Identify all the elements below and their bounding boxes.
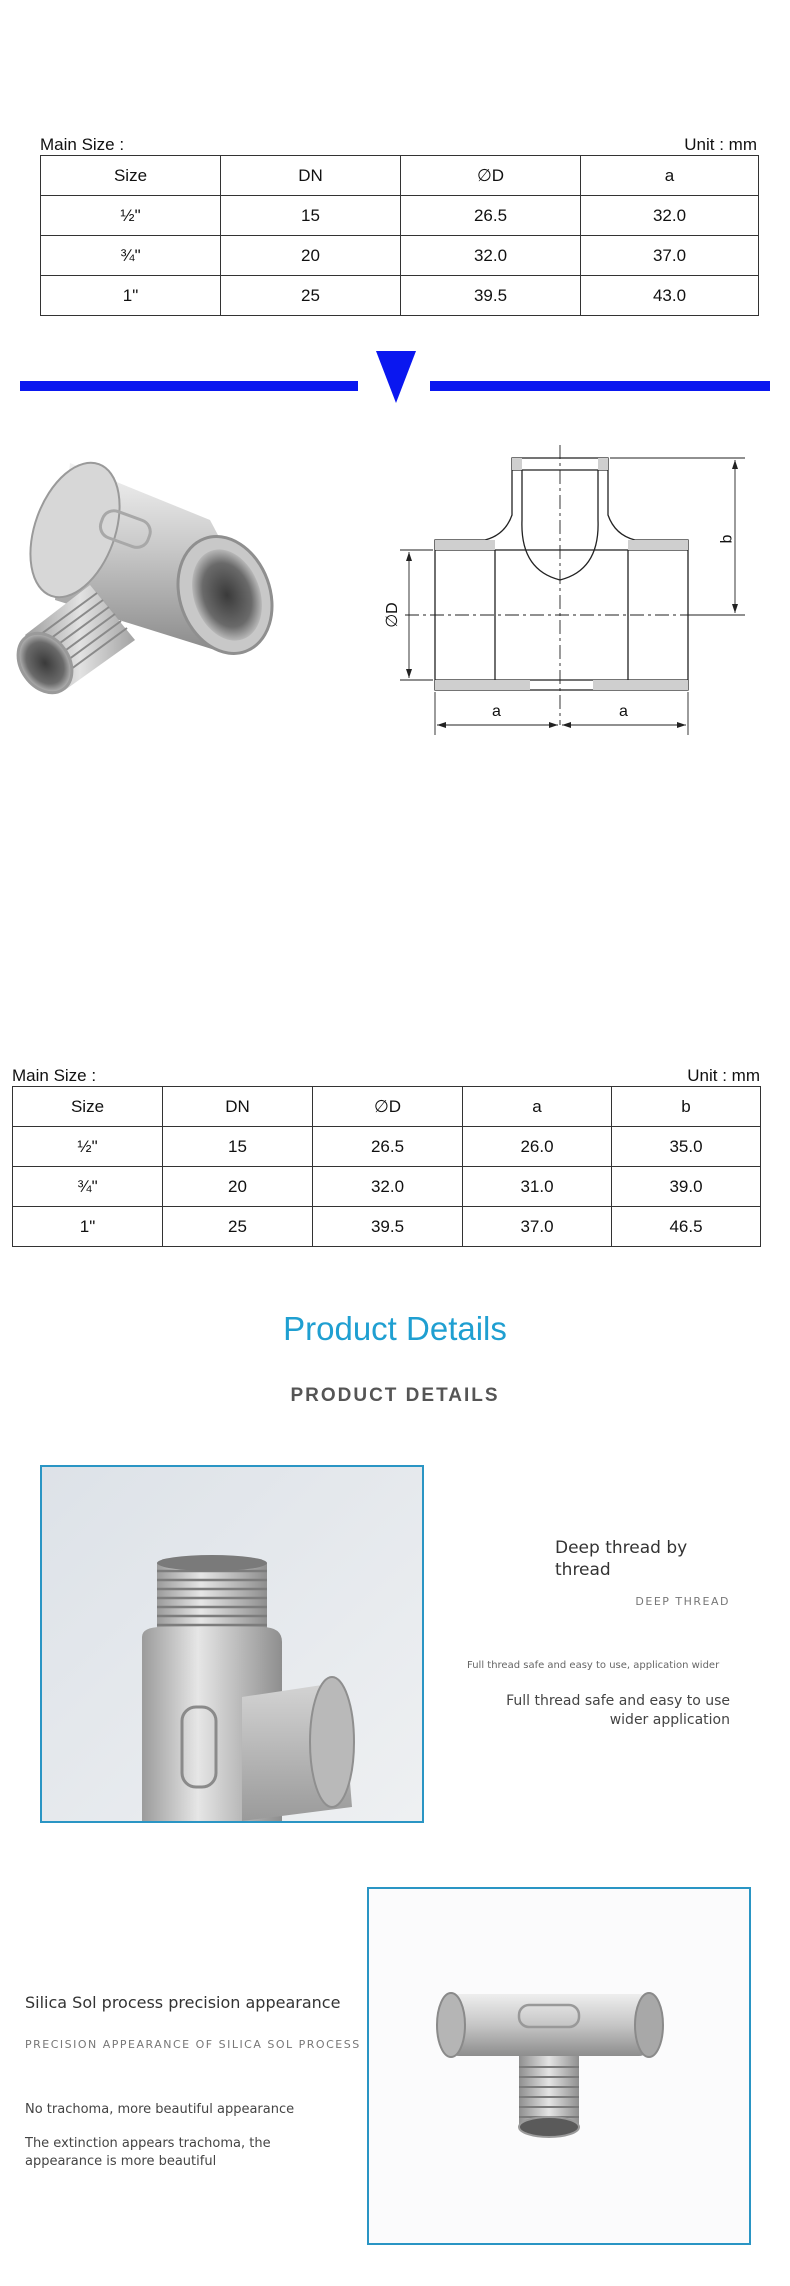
table-cell: 25 — [163, 1207, 313, 1247]
drawing-label-d: ∅D — [383, 602, 401, 628]
feature2-sub-caps: PRECISION APPEARANCE OF SILICA SOL PROCESS — [25, 2038, 361, 2051]
feature1-sub-caps: DEEP THREAD — [635, 1595, 730, 1608]
table2-unit-label: Unit : mm — [687, 1066, 760, 1085]
table2-header-cell: DN — [163, 1087, 313, 1127]
technical-drawing — [385, 440, 765, 740]
table1-header-cell: a — [581, 156, 759, 196]
divider-left-bar — [20, 381, 358, 391]
table-cell: 39.5 — [401, 276, 581, 316]
feature1-small-line: Full thread safe and easy to use, application wider — [467, 1660, 720, 1671]
feature1-heading: Deep thread by thread — [555, 1538, 688, 1580]
table2 — [12, 1086, 761, 1247]
table2-header-cell: Size — [13, 1087, 163, 1127]
table-cell: 46.5 — [612, 1207, 761, 1247]
table-cell: 15 — [163, 1127, 313, 1167]
table-row — [41, 276, 759, 316]
table1-unit-label: Unit : mm — [684, 135, 757, 154]
feature2-photo-frame — [367, 1887, 751, 2245]
table2-main-size-label: Main Size : — [12, 1066, 97, 1085]
table-cell: 35.0 — [612, 1127, 761, 1167]
feature2-heading: Silica Sol process precision appearance — [25, 1993, 341, 2012]
product-photo-tee — [15, 435, 355, 735]
table-row — [13, 1207, 761, 1247]
feature2-line1: No trachoma, more beautiful appearance — [25, 2102, 295, 2117]
table-cell: 31.0 — [463, 1167, 612, 1207]
down-arrow-icon — [376, 351, 416, 403]
table-cell: 15 — [221, 196, 401, 236]
table-cell: ½" — [13, 1127, 163, 1167]
table-cell: ¾" — [13, 1167, 163, 1207]
table1-main-size-label: Main Size : — [40, 135, 125, 154]
table-cell: 20 — [163, 1167, 313, 1207]
drawing-label-a-right: a — [619, 703, 628, 720]
table1-header-cell: Size — [41, 156, 221, 196]
table-row — [41, 196, 759, 236]
table2-header-cell: ∅D — [313, 1087, 463, 1127]
table-cell: 26.0 — [463, 1127, 612, 1167]
table-cell: 37.0 — [463, 1207, 612, 1247]
table-row — [41, 236, 759, 276]
table-cell: 32.0 — [581, 196, 759, 236]
product-details-subtitle: PRODUCT DETAILS — [290, 1385, 500, 1406]
table1-header-cell: DN — [221, 156, 401, 196]
table1 — [40, 155, 759, 316]
drawing-label-a-left: a — [492, 703, 501, 720]
table-cell: 43.0 — [581, 276, 759, 316]
table-cell: 20 — [221, 236, 401, 276]
table-cell: 37.0 — [581, 236, 759, 276]
drawing-label-b: b — [718, 534, 736, 544]
feature1-photo-frame — [40, 1465, 424, 1823]
table-cell: 1" — [41, 276, 221, 316]
table-cell: 25 — [221, 276, 401, 316]
table2-header-cell: b — [612, 1087, 761, 1127]
divider-right-bar — [430, 381, 770, 391]
product-details-title: Product Details — [283, 1310, 507, 1347]
table-cell: 39.0 — [612, 1167, 761, 1207]
table-cell: 39.5 — [313, 1207, 463, 1247]
table-cell: 32.0 — [313, 1167, 463, 1207]
table-row — [13, 1167, 761, 1207]
table-cell: ¾" — [41, 236, 221, 276]
table-cell: 1" — [13, 1207, 163, 1247]
table-cell: ½" — [41, 196, 221, 236]
table2-header-cell: a — [463, 1087, 612, 1127]
table-cell: 26.5 — [313, 1127, 463, 1167]
table-cell: 32.0 — [401, 236, 581, 276]
feature2-body: The extinction appears trachoma, the appearance is more beautiful — [25, 2136, 271, 2169]
table1-header-cell: ∅D — [401, 156, 581, 196]
table-row — [13, 1127, 761, 1167]
table1-header-row — [41, 156, 759, 196]
table2-header-row — [13, 1087, 761, 1127]
table-cell: 26.5 — [401, 196, 581, 236]
feature1-body: Full thread safe and easy to use wider application — [506, 1693, 730, 1728]
